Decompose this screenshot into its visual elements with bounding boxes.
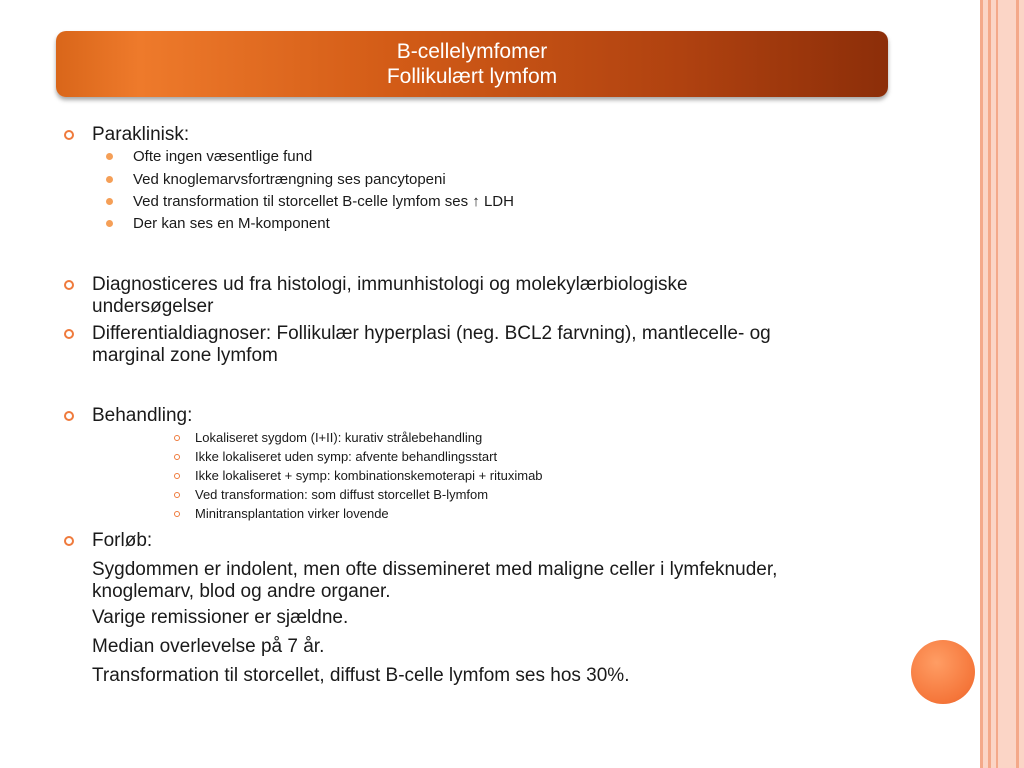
sub-bullet	[133, 215, 330, 233]
bullet-text-line-1: Differentialdiagnoser: Follikulær hyperplasi (neg. BCL2 farvning), mantlecelle- og	[92, 323, 771, 344]
ring-bullet-icon	[64, 280, 74, 290]
sub-bullet	[133, 171, 446, 189]
bullet-diagnostik	[92, 274, 882, 318]
decorative-stripes	[980, 0, 1024, 768]
bullet-text-line-1: Diagnosticeres ud fra histologi, immunhistologi og molekylærbiologiske	[92, 274, 688, 295]
sub-sub-bullet	[195, 449, 497, 465]
sub-sub-bullet-text: Ikke lokaliseret + symp: kombinationskemoterapi + rituximab	[195, 468, 543, 483]
dot-bullet-icon	[106, 220, 113, 227]
sub-sub-bullet	[195, 430, 482, 446]
sub-bullet-text: Ved transformation til storcellet B-celle lymfom ses ↑ LDH	[133, 193, 514, 210]
dot-bullet-icon	[106, 176, 113, 183]
ring-bullet-icon	[64, 130, 74, 140]
dot-bullet-icon	[106, 153, 113, 160]
sub-sub-bullet-text: Ved transformation: som diffust storcellet B-lymfom	[195, 487, 489, 502]
bullet-text-line-2: undersøgelser	[92, 296, 214, 317]
bullet-forloeb	[92, 530, 882, 552]
small-ring-bullet-icon	[174, 435, 180, 441]
title-line-2: Follikulært lymfom	[386, 65, 558, 88]
bullet-text: Behandling:	[92, 405, 193, 426]
ring-bullet-icon	[64, 329, 74, 339]
sub-bullet-text: Ofte ingen væsentlige fund	[133, 148, 313, 165]
bullet-text: Paraklinisk:	[92, 124, 190, 145]
paragraph-line-2: knoglemarv, blod og andre organer.	[92, 581, 391, 602]
decorative-circle	[911, 640, 975, 704]
bullet-text: Forløb:	[92, 530, 153, 551]
bullet-paraklinisk	[92, 124, 882, 146]
small-ring-bullet-icon	[174, 473, 180, 479]
sub-sub-bullet-text: Minitransplantation virker lovende	[195, 506, 389, 521]
small-ring-bullet-icon	[174, 454, 180, 460]
title-line-1: B-cellelymfomer	[396, 40, 548, 63]
dot-bullet-icon	[106, 198, 113, 205]
forloeb-paragraph-4: Transformation til storcellet, diffust B-celle lymfom ses hos 30%.	[92, 665, 630, 686]
ring-bullet-icon	[64, 411, 74, 421]
slide-title	[56, 31, 888, 97]
sub-sub-bullet	[195, 506, 389, 522]
sub-sub-bullet	[195, 487, 488, 503]
sub-sub-bullet-text: Lokaliseret sygdom (I+II): kurativ strålebehandling	[195, 430, 483, 445]
sub-bullet-text: Der kan ses en M-komponent	[133, 215, 330, 232]
forloeb-paragraph-2: Varige remissioner er sjældne.	[92, 607, 349, 628]
small-ring-bullet-icon	[174, 511, 180, 517]
bullet-differential	[92, 323, 882, 367]
bullet-text-line-2: marginal zone lymfom	[92, 345, 278, 366]
small-ring-bullet-icon	[174, 492, 180, 498]
forloeb-paragraph-1	[92, 559, 882, 603]
sub-bullet	[133, 148, 312, 166]
sub-sub-bullet-text: Ikke lokaliseret uden symp: afvente behandlingsstart	[195, 449, 498, 464]
sub-bullet-text: Ved knoglemarvsfortrængning ses pancytopeni	[133, 171, 446, 188]
forloeb-paragraph-3: Median overlevelse på 7 år.	[92, 636, 325, 657]
paragraph-line-1: Sygdommen er indolent, men ofte dissemineret med maligne celler i lymfeknuder,	[92, 559, 778, 580]
ring-bullet-icon	[64, 536, 74, 546]
bullet-behandling	[92, 405, 882, 427]
sub-bullet	[133, 193, 514, 211]
sub-sub-bullet	[195, 468, 543, 484]
